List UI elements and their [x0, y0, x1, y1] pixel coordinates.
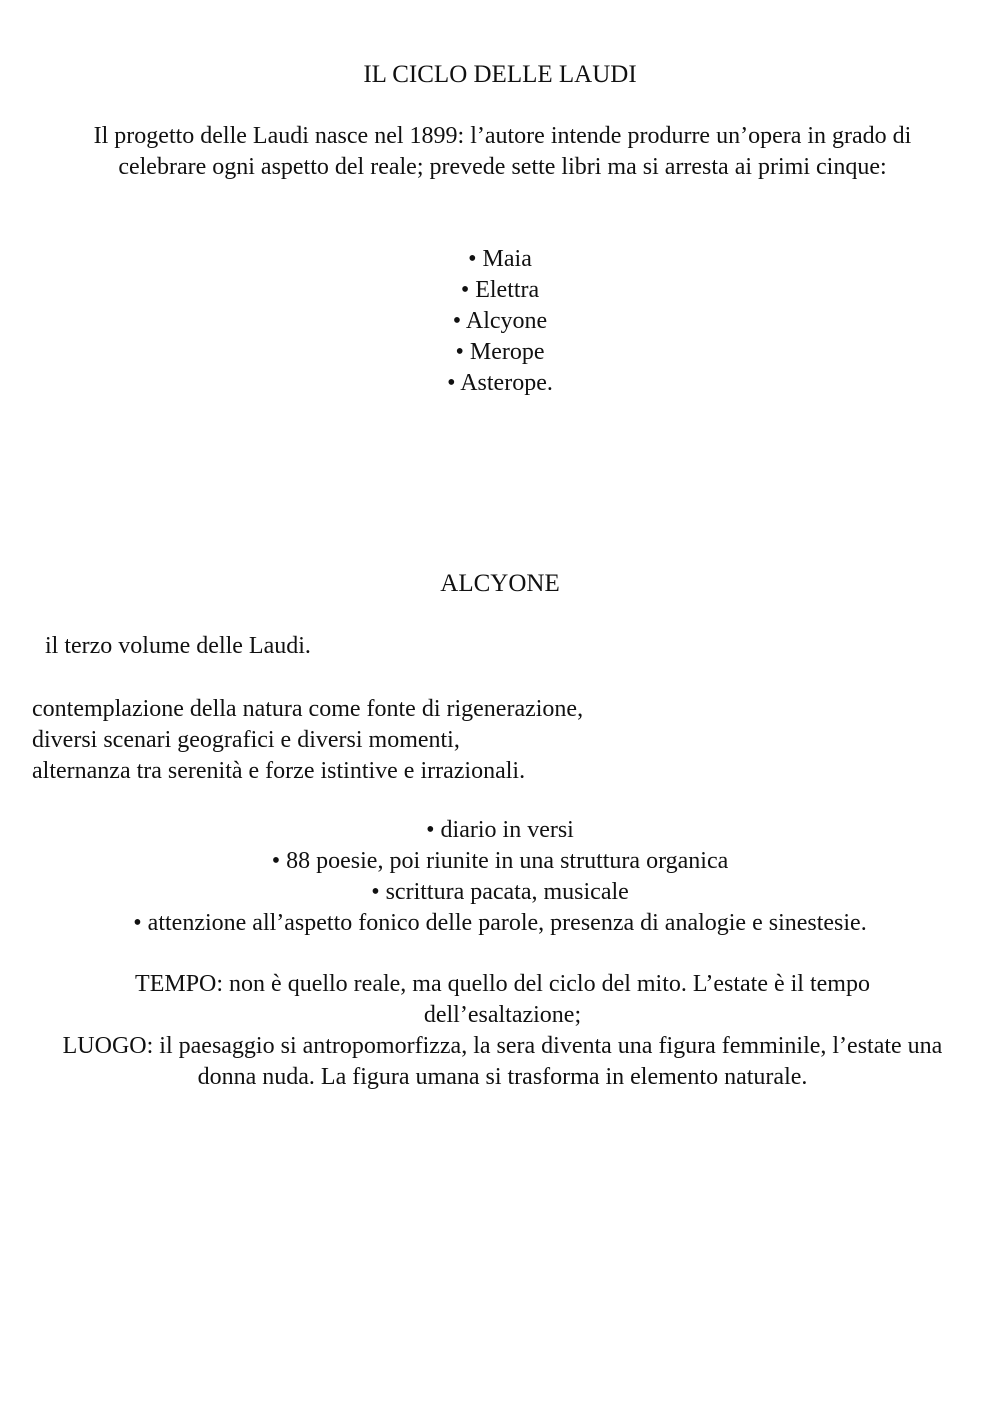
themes-paragraph — [32, 694, 583, 787]
theme-line: diversi scenari geografici e diversi momenti, — [32, 727, 460, 753]
tempo-paragraph: TEMPO: non è quello reale, ma quello del ciclo del mito. L’estate è il tempo dell’esaltazione; — [135, 971, 870, 1028]
features-list — [0, 815, 1000, 939]
theme-line: contemplazione della natura come fonte di rigenerazione, — [32, 696, 584, 722]
list-item: • Elettra — [460, 277, 540, 303]
luogo-paragraph: LUOGO: il paesaggio si antropomorfizza, la sera diventa una figura femminile, l’estate una donna nuda. La figura umana si trasforma in elemento naturale. — [62, 1033, 943, 1090]
intro-paragraph: Il progetto delle Laudi nasce nel 1899: l’autore intende produrre un’opera in grado di celebrare ogni aspetto del reale; prevede sette libri ma si arresta ai primi cinque: — [93, 123, 912, 180]
list-item: • attenzione all’aspetto fonico delle parole, presenza di analogie e sinestesie. — [133, 910, 867, 936]
section-title-alcyone: ALCYONE — [440, 570, 560, 597]
list-item: • Maia — [468, 246, 532, 272]
list-item: • scrittura pacata, musicale — [371, 879, 629, 905]
list-item: • 88 poesie, poi riunite in una struttura organica — [271, 848, 729, 874]
list-item: • Asterope. — [447, 370, 553, 396]
alcyone-subtitle: il terzo volume delle Laudi. — [45, 633, 311, 659]
list-item: • diario in versi — [426, 817, 574, 843]
list-item: • Merope — [455, 339, 545, 365]
books-list — [0, 244, 1000, 399]
theme-line: alternanza tra serenità e forze istintive e irrazionali. — [32, 758, 526, 784]
section-title-laudi: IL CICLO DELLE LAUDI — [363, 61, 637, 88]
list-item: • Alcyone — [452, 308, 548, 334]
